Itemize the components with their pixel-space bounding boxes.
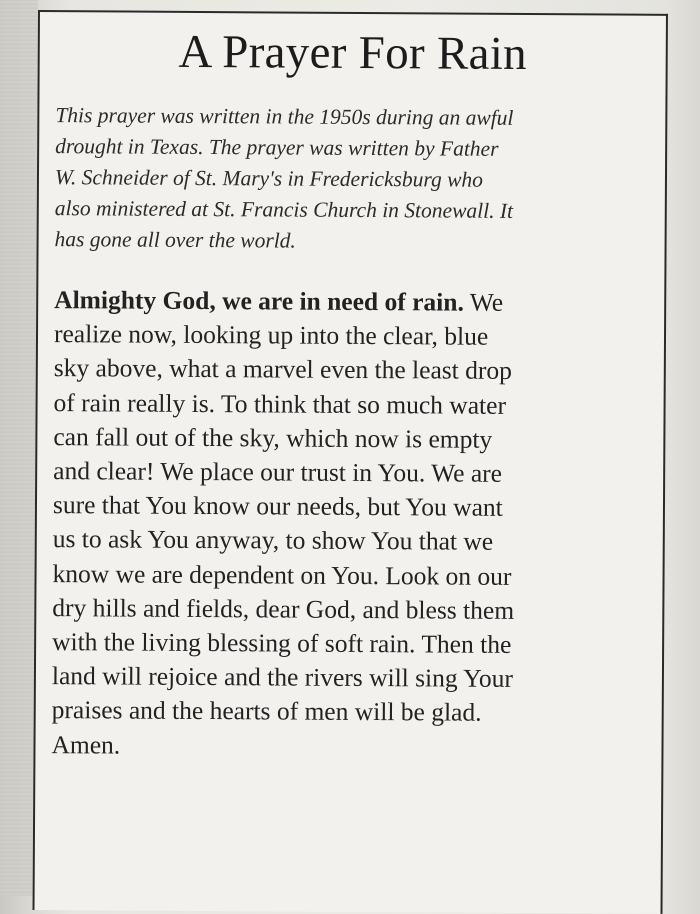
prayer-line: us to ask You anyway, to show You that we [52,524,494,557]
prayer-line: know we are dependent on You. Look on our [52,558,512,591]
prayer-line: with the living blessing of soft rain. Then the [52,627,512,659]
prayer-body [35,283,664,766]
page-title: A Prayer For Rain [178,25,528,80]
prayer-first-line-rest: We [463,287,504,317]
intro-line: also ministered at St. Francis Church in Stonewall. It [54,196,514,223]
prayer-line: Amen. [51,729,121,760]
intro-line: drought in Texas. The prayer was written by Father [55,134,499,161]
intro-line: This prayer was written in the 1950s during an awful [55,103,514,130]
prayer-line: dry hills and fields, dear God, and bless them [52,592,515,625]
prayer-line: can fall out of the sky, which now is empty [53,421,493,454]
intro-line: W. Schneider of St. Mary's in Fredericksburg who [54,165,484,192]
background-strip [0,0,38,896]
prayer-line: and clear! We place our trust in You. We are [53,456,503,488]
prayer-line: praises and the hearts of men will be glad. [51,695,482,728]
prayer-line: sky above, what a marvel even the least drop [53,353,513,386]
intro-line: has gone all over the world. [54,227,296,253]
prayer-lead: Almighty God, we are in need of rain. [54,285,464,317]
prayer-line: realize now, looking up into the clear, blue [53,319,489,352]
prayer-line: of rain really is. To think that so much water [53,387,507,420]
newspaper-clipping [33,10,668,914]
intro-paragraph [39,100,666,259]
prayer-line: sure that You know our needs, but You want [52,490,503,523]
prayer-first-line [54,283,664,321]
prayer-line: land will rejoice and the rivers will sing Your [51,661,514,694]
